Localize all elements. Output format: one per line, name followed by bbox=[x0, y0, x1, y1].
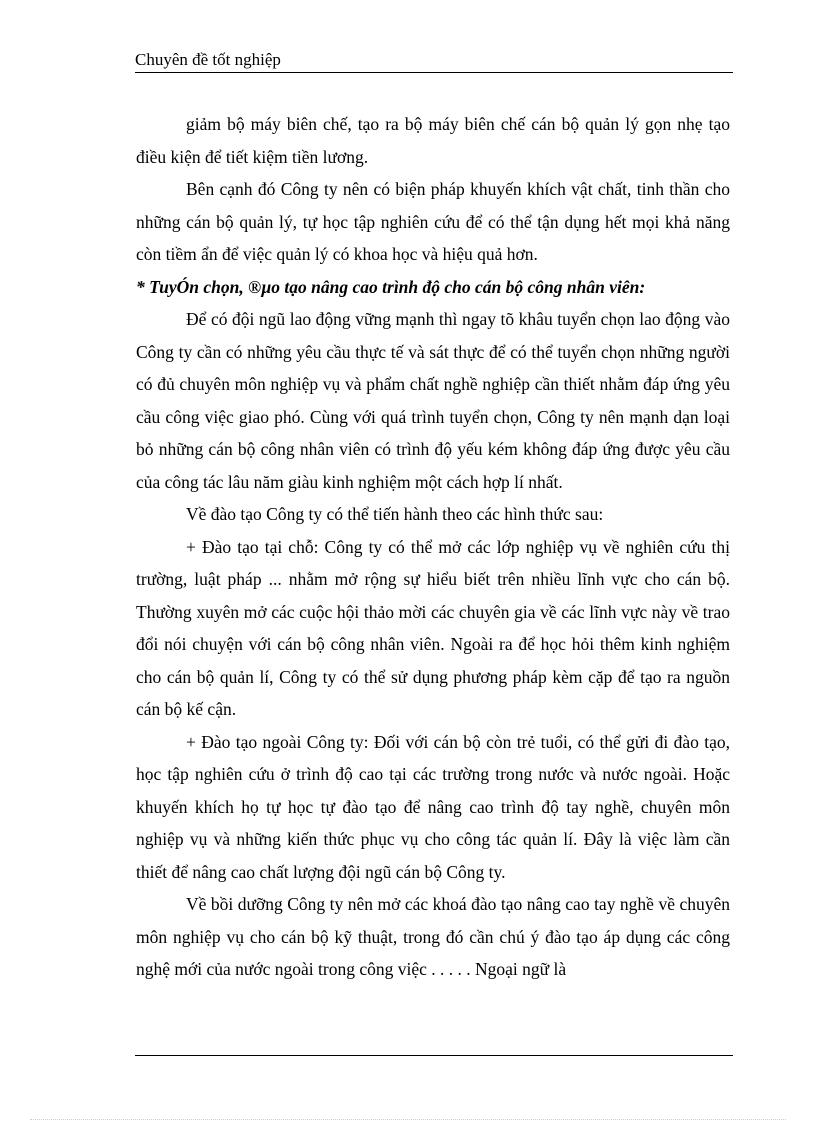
document-body bbox=[136, 108, 730, 986]
paragraph-external-training: + Đào tạo ngoài Công ty: Đối với cán bộ còn trẻ tuổi, có thể gửi đi đào tạo, học tập nghiên cứu ở trình độ cao tại các trường trong nước và nước ngoài. Hoặc khuyến khích họ tự học tự đào tạo để nâng cao trình độ tay nghề, chuyên môn nghiệp vụ và những kiến thức phục vụ cho công tác quản lí. Đây là việc làm cần thiết để nâng cao chất lượng đội ngũ cán bộ Công ty. bbox=[136, 731, 730, 882]
page-edge-divider bbox=[30, 1119, 786, 1120]
paragraph-fostering: Về bồi dưỡng Công ty nên mở các khoá đào tạo nâng cao tay nghề về chuyên môn nghiệp vụ cho cán bộ kỹ thuật, trong đó cần chú ý đào tạo áp dụng các công nghệ mới của nước ngoài trong công việc . . . . . Ngoại ngữ là bbox=[136, 894, 730, 979]
paragraph-recruitment: Để có đội ngũ lao động vững mạnh thì ngay tõ khâu tuyển chọn lao động vào Công ty cần có những yêu cầu thực tế và sát thực để có thể tuyển chọn những người có đủ chuyên môn nghiệp vụ và phẩm chất nghề nghiệp cần thiết nhằm đáp ứng yêu cầu công việc giao phó. Cùng với quá trình tuyển chọn, Công ty nên mạnh dạn loại bỏ những cán bộ công nhân viên có trình độ yếu kém không đáp ứng được yêu cầu của công tác lâu năm giàu kinh nghiệm một cách hợp lí nhất. bbox=[136, 309, 730, 492]
header-title: Chuyên đề tốt nghiệp bbox=[135, 50, 281, 69]
paragraph-incentives: Bên cạnh đó Công ty nên có biện pháp khuyến khích vật chất, tinh thần cho những cán bộ quản lý, tự học tập nghiên cứu để có thể tận dụng hết mọi khả năng còn tiềm ẩn để việc quản lý có khoa học và hiệu quả hơn. bbox=[136, 179, 730, 264]
page-header bbox=[135, 50, 733, 73]
footer-rule bbox=[135, 1055, 733, 1056]
paragraph-continuation: giảm bộ máy biên chế, tạo ra bộ máy biên chế cán bộ quản lý gọn nhẹ tạo điều kiện để tiết kiệm tiền lương. bbox=[136, 114, 730, 167]
paragraph-onsite-training: + Đào tạo tại chỗ: Công ty có thể mở các lớp nghiệp vụ về nghiên cứu thị trường, luật pháp ... nhằm mở rộng sự hiểu biết trên nhiều lĩnh vực cho cán bộ. Thường xuyên mở các cuộc hội thảo mời các chuyên gia về các lĩnh vực này về trao đổi nói chuyện với cán bộ công nhân viên. Ngoài ra để học hỏi thêm kinh nghiệm cho cán bộ quản lí, Công ty có thể sử dụng phương pháp kèm cặp để tạo ra nguồn cán bộ kế cận. bbox=[136, 536, 730, 719]
paragraph-training-intro: Về đào tạo Công ty có thể tiến hành theo các hình thức sau: bbox=[186, 504, 604, 524]
section-heading: * TuyÓn chọn, ®µo tạo nâng cao trình độ cho cán bộ công nhân viên: bbox=[136, 276, 646, 297]
